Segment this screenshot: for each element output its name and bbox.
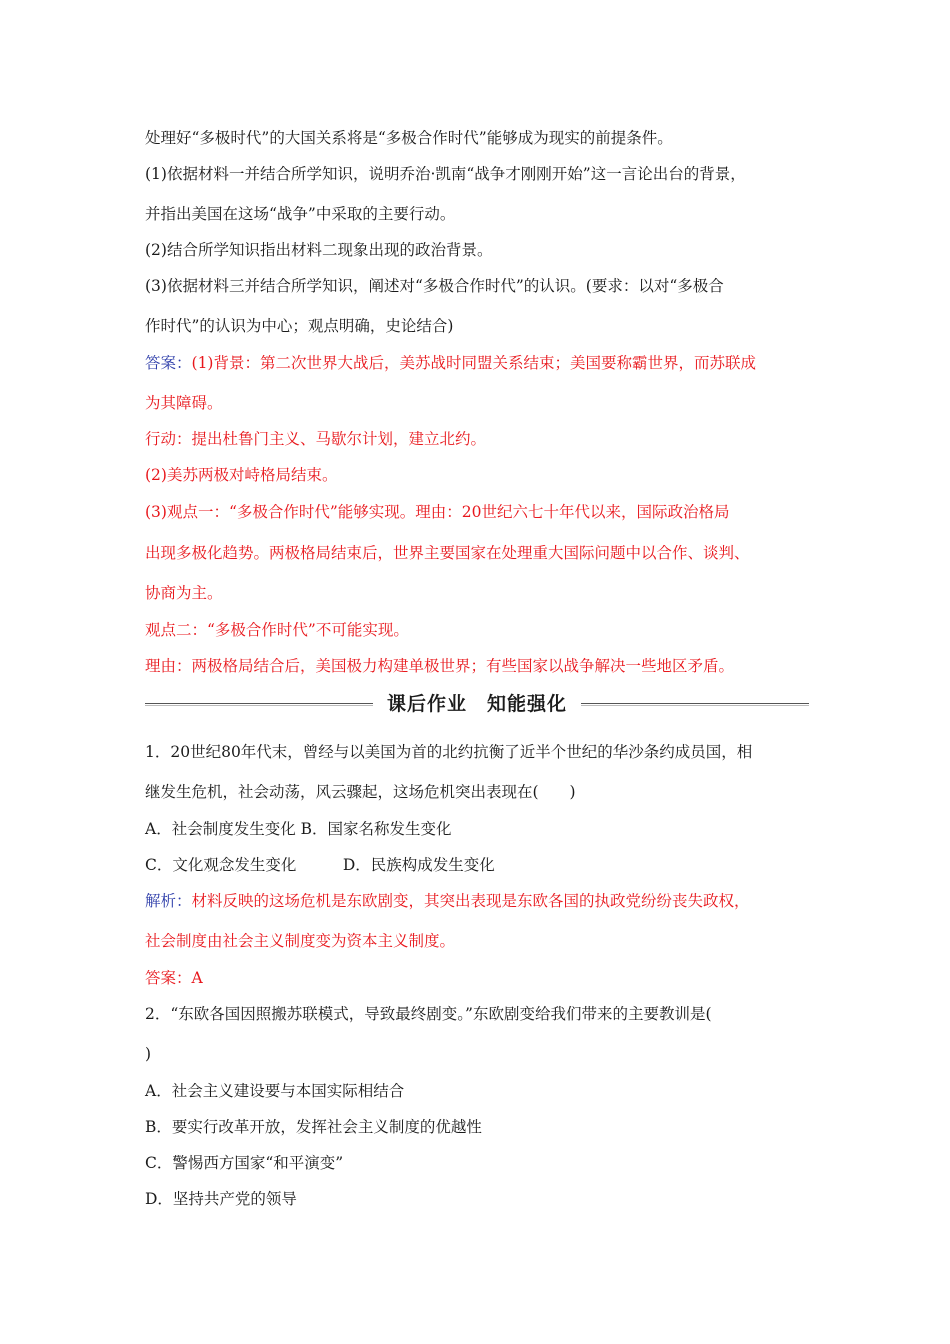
question-1-answer: 答案：A <box>145 969 203 987</box>
answer-part-2: (2)美苏两极对峙格局结束。 <box>145 466 338 484</box>
analysis-label: 解析： <box>145 892 192 910</box>
question-2-option-a: A．社会主义建设要与本国实际相结合 <box>145 1082 405 1100</box>
question-2-stem-cont: ) <box>145 1045 152 1063</box>
question-2-option-d: D．坚持共产党的领导 <box>145 1190 297 1208</box>
answer-text: (1)背景：第二次世界大战后，美苏战时同盟关系结束；美国要称霸世界，而苏联成 <box>191 354 756 372</box>
left-divider <box>145 703 373 704</box>
right-divider <box>581 703 809 704</box>
section-title: 课后作业 知能强化 <box>386 693 567 715</box>
question-1-text: (1)依据材料一并结合所学知识，说明乔治·凯南“战争才刚刚开始”这一言论出台的背景， <box>145 165 746 183</box>
question-3-text: (3)依据材料三并结合所学知识，阐述对“多极合作时代”的认识。(要求：以对“多极合 <box>145 277 724 295</box>
answer-part-3: (3)观点一：“多极合作时代”能够实现。理由：20世纪六七十年代以来，国际政治格局 <box>145 503 730 521</box>
answer-reason: 理由：两极格局结合后，美国极力构建单极世界；有些国家以战争解决一些地区矛盾。 <box>145 657 735 675</box>
answer-label: 答案： <box>145 354 192 372</box>
question-1-stem: 1．20世纪80年代末，曾经与以美国为首的北约抗衡了近半个世纪的华沙条约成员国，相 <box>145 743 753 761</box>
answer-action: 行动：提出杜鲁门主义、马歇尔计划，建立北约。 <box>145 430 487 448</box>
question-2-option-c: C．警惕西方国家“和平演变” <box>145 1154 344 1172</box>
answer-part-3-cont2: 协商为主。 <box>145 584 223 602</box>
question-1-stem-cont: 继发生危机，社会动荡，风云骤起，这场危机突出表现在( ) <box>145 783 576 801</box>
question-1-text-cont: 并指出美国在这场“战争”中采取的主要行动。 <box>145 205 456 223</box>
answer-viewpoint-2: 观点二：“多极合作时代”不可能实现。 <box>145 621 409 639</box>
question-1-options-ab: A．社会制度发生变化 B．国家名称发生变化 <box>145 820 452 838</box>
question-3-text-cont: 作时代”的认识为中心；观点明确，史论结合) <box>145 317 454 335</box>
answer-line-1 <box>145 353 825 373</box>
analysis-line <box>145 891 825 911</box>
answer-line-2: 为其障碍。 <box>145 394 223 412</box>
question-2-option-b: B．要实行改革开放，发挥社会主义制度的优越性 <box>145 1118 482 1136</box>
section-header <box>145 690 809 718</box>
question-2-text: (2)结合所学知识指出材料二现象出现的政治背景。 <box>145 241 493 259</box>
answer-part-3-cont: 出现多极化趋势。两极格局结束后，世界主要国家在处理重大国际问题中以合作、谈判、 <box>145 544 750 562</box>
material-text-line: 处理好“多极时代”的大国关系将是“多极合作时代”能够成为现实的前提条件。 <box>145 129 673 147</box>
analysis-text-cont: 社会制度由社会主义制度变为资本主义制度。 <box>145 932 456 950</box>
question-2-stem: 2．“东欧各国因照搬苏联模式，导致最终剧变。”东欧剧变给我们带来的主要教训是( <box>145 1005 712 1023</box>
question-1-options-cd: C．文化观念发生变化 D．民族构成发生变化 <box>145 856 495 874</box>
analysis-text: 材料反映的这场危机是东欧剧变，其突出表现是东欧各国的执政党纷纷丧失政权， <box>191 892 750 910</box>
